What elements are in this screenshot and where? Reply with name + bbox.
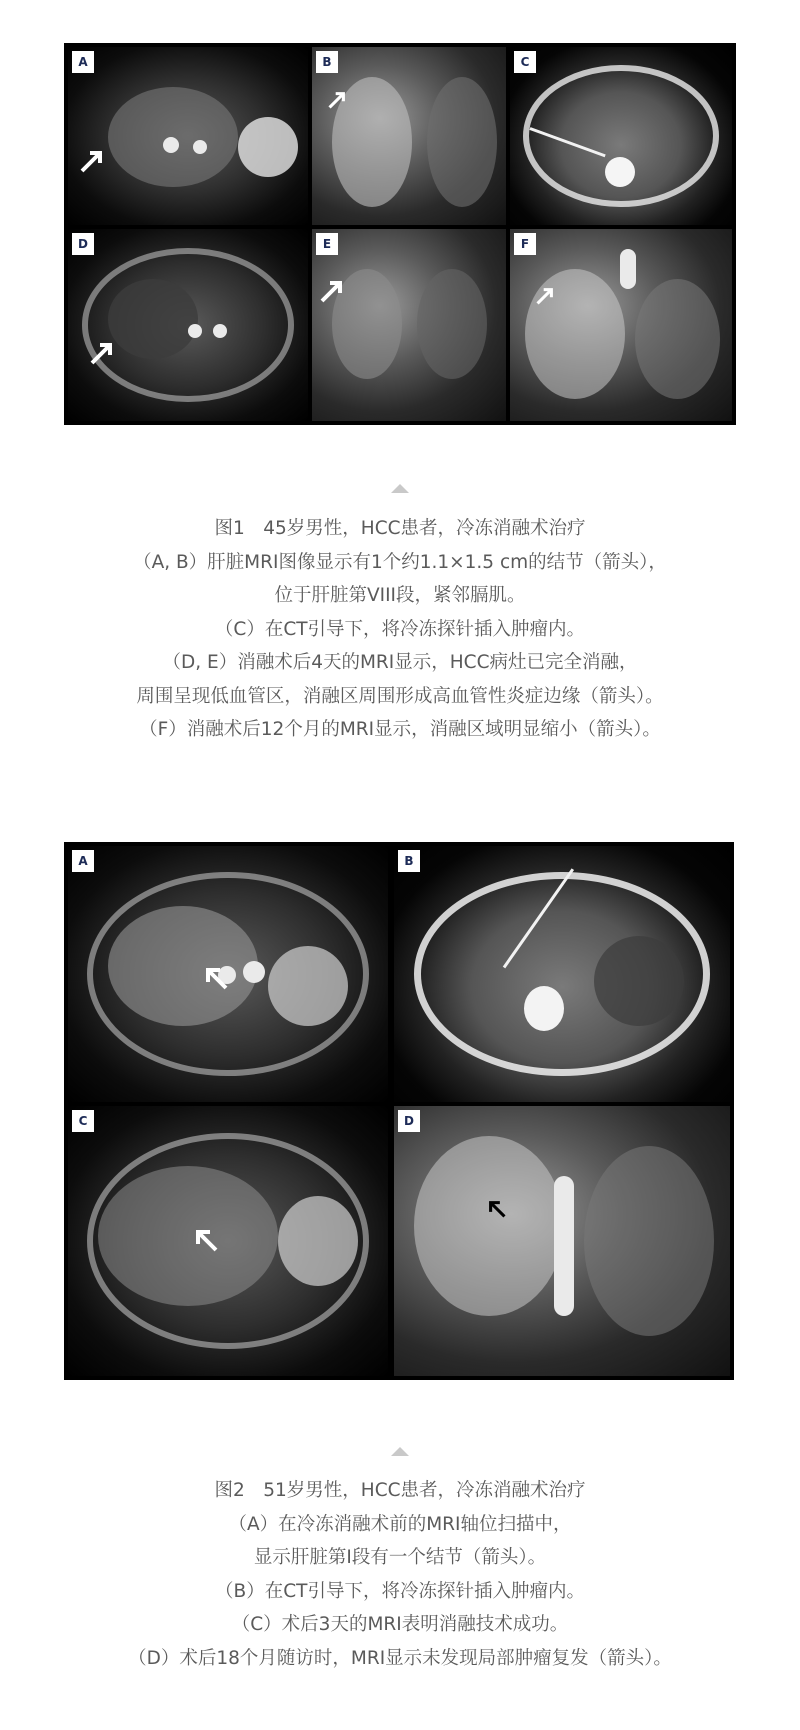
caption-line: （A, B）肝脏MRI图像显示有1个约1.1×1.5 cm的结节（箭头），	[133, 551, 667, 573]
white-arrow-icon	[90, 339, 116, 365]
caption-line: （B）在CT引导下，将冷冻探针插入肿瘤内。	[215, 1580, 585, 1602]
figure-1-panel-d	[68, 229, 308, 421]
figure-1-panel-e	[312, 229, 506, 421]
caption-line: 图2 51岁男性，HCC患者，冷冻消融术治疗	[214, 1480, 586, 1501]
white-arrow-icon	[536, 285, 556, 305]
caption-line: （C）在CT引导下，将冷冻探针插入肿瘤内。	[214, 618, 586, 640]
figure-2-image	[64, 842, 734, 1380]
caption-line: 周围呈现低血管区，消融区周围形成高血管性炎症边缘（箭头）。	[136, 685, 664, 707]
caption-line: （F）消融术后12个月的MRI显示，消融区域明显缩小（箭头）。	[139, 719, 661, 740]
panel-label: D	[398, 1110, 420, 1132]
panel-label: D	[72, 233, 94, 255]
triangle-up-icon	[391, 1447, 409, 1456]
figure-1-panel-b	[312, 47, 506, 225]
caption-line: 位于肝脏第VIII段，紧邻膈肌。	[274, 585, 526, 606]
white-arrow-icon	[202, 964, 228, 990]
white-arrow-icon	[192, 1226, 218, 1252]
caption-line: （C）术后3天的MRI表明消融技术成功。	[231, 1614, 569, 1635]
panel-label: F	[514, 233, 536, 255]
caption-line: （D, E）消融术后4天的MRI显示，HCC病灶已完全消融，	[162, 652, 638, 673]
figure-1-panel-c	[510, 47, 732, 225]
panel-label: B	[398, 850, 420, 872]
figure-1-caption	[0, 512, 800, 747]
panel-label: C	[72, 1110, 94, 1132]
panel-label: A	[72, 850, 94, 872]
figure-2-panel-d	[394, 1106, 730, 1376]
panel-label: A	[72, 51, 94, 73]
white-arrow-icon	[320, 277, 346, 303]
panel-label: B	[316, 51, 338, 73]
figure-1-panel-a	[68, 47, 308, 225]
white-arrow-icon	[328, 89, 348, 109]
figure-2-panel-c	[68, 1106, 388, 1376]
white-arrow-icon	[80, 147, 106, 173]
caption-line: （A）在冷冻消融术前的MRI轴位扫描中，	[228, 1513, 572, 1535]
figure-1-panel-f	[510, 229, 732, 421]
figure-2-caption	[0, 1474, 800, 1675]
figure-2-panel-b	[394, 846, 730, 1102]
caption-line: 图1 45岁男性，HCC患者，冷冻消融术治疗	[214, 518, 586, 539]
triangle-up-icon	[391, 484, 409, 493]
black-arrow-icon	[486, 1198, 506, 1218]
figure-1-image	[64, 43, 736, 425]
caption-line: 显示肝脏第I段有一个结节（箭头）。	[253, 1547, 547, 1568]
caption-line: （D）术后18个月随访时，MRI显示未发现局部肿瘤复发（箭头）。	[128, 1647, 672, 1669]
panel-label: E	[316, 233, 338, 255]
panel-label: C	[514, 51, 536, 73]
figure-2-panel-a	[68, 846, 388, 1102]
